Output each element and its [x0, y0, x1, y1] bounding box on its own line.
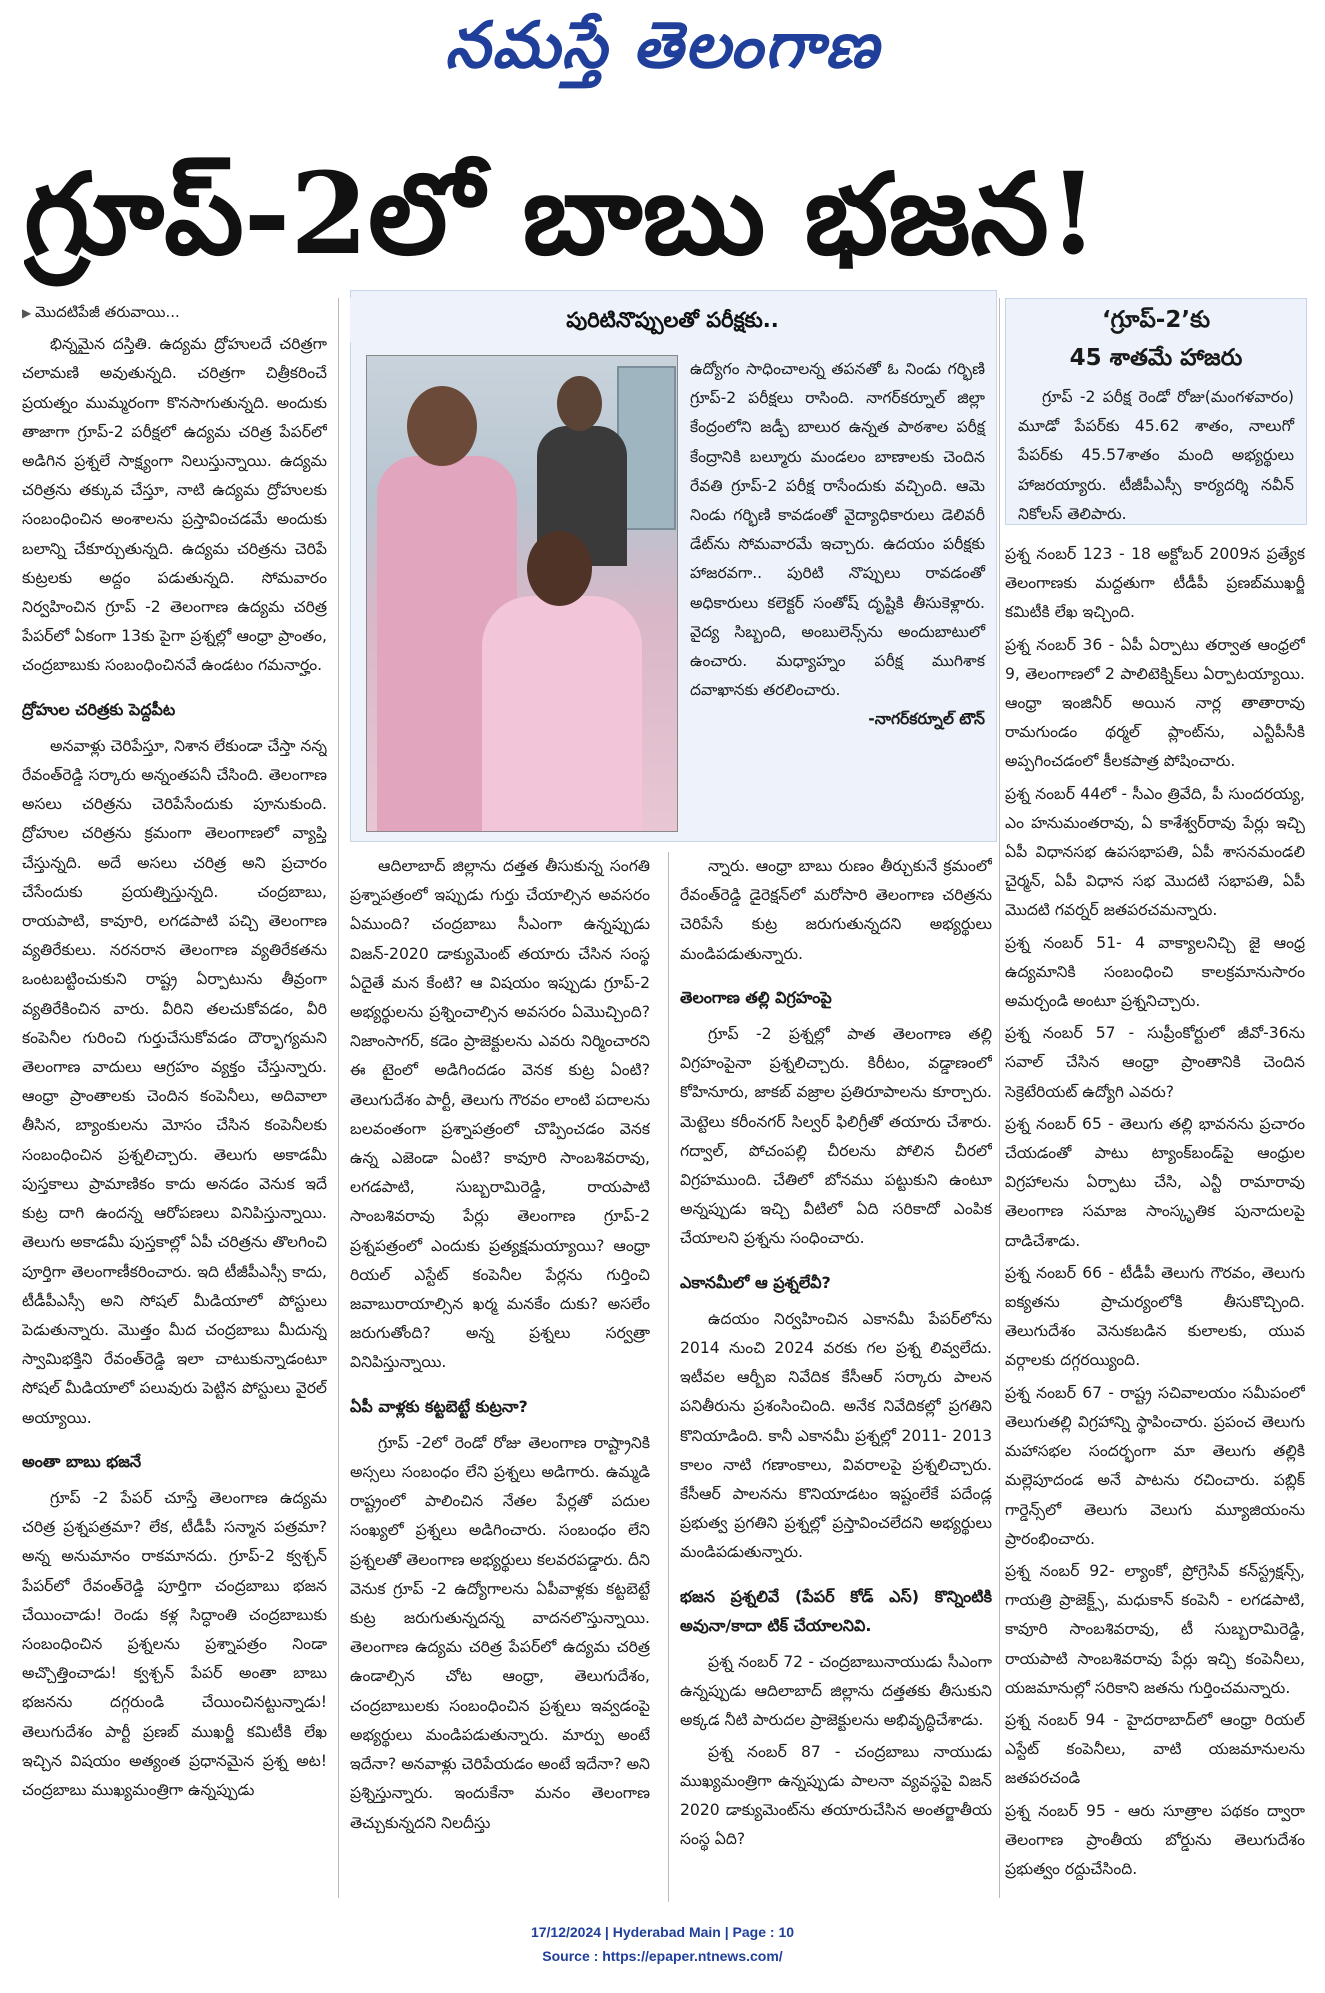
subheading: ఎకానమీలో ఆ ప్రశ్నలేవీ? [680, 1272, 831, 1292]
paragraph: న్నారు. ఆంధ్రా బాబు రుణం తీర్చుకునే క్రమంలో రేవంత్‌రెడ్డి డైరెక్షన్‌లో మరోసారి తెలంగాణ చరిత్రను చెరిపేసే కుట్ర జరుగుతున్నదని అభ్యర్థులు మండిపడుతున్నారు. [680, 857, 992, 963]
paragraph: ఆదిలాబాద్ జిల్లాను దత్తత తీసుకున్న సంగతి ప్రశ్నాపత్రంలో ఇప్పుడు గుర్తు చేయాల్సిన అవసరం ఏముంది? చంద్రబాబు సీఎంగా ఉన్నప్పుడు విజన్-2020 డాక్యుమెంట్ తయారు చేసిన సంస్థ ఏదైతే మన కేంటి? ఆ విషయం ఇప్పుడు గ్రూప్-2 అభ్యర్థులను ప్రశ్నించాల్సిన అవసరం ఏమొచ్చింది? నిజాంసాగర్, కడెం ప్రాజెక్టులను ఎవరు నిర్మించారని ఈ టైంలో అడిగిందడం వెనక కుట్ర ఏంటి? తెలుగుదేశం పార్టీ, తెలుగు గౌరవం లాంటి పదాలను బలవంతంగా ప్రశ్నాపత్రంలో చొప్పించడం వెనక ఉన్న ఎజెండా ఏంటి? కావూరి సాంబశివరావు, లగడపాటి, సుబ్బరామిరెడ్డి, రాయపాటి సాంబశివరావు పేర్లు తెలంగాణ గ్రూప్-2 ప్రశ్నపత్రంలో ఎందుకు ప్రత్యక్షమయ్యాయి? ఆంధ్రా రియల్ ఎస్టేట్ కంపెనీల పేర్లను గుర్తించి జవాబురాయాల్సిన ఖర్మ మనకేం దుకు? అసలేం జరుగుతోంది? అన్న ప్రశ్నలు సర్వత్రా వినిపిస్తున్నాయి. [350, 857, 650, 1372]
question-item: ప్రశ్న నంబర్ 57 - సుప్రీంకోర్టులో జీవో-36ను సవాల్ చేసిన ఆంధ్రా ప్రాంతానికి చెందిన సెక్రెటేరియట్ ఉద్యోగి ఎవరు? [1005, 1024, 1305, 1101]
attendance-text: గ్రూప్ -2 పరీక్ష రెండో రోజు(మంగళవారం) మూడో పేపర్‌కు 45.62 శాతం, నాలుగో పేపర్‌కు 45.57శాతం మంది అభ్యర్థులు హాజరయ్యారు. టీజీపీఎస్సీ కార్యదర్శి నవీన్ నికోలస్ తెలిపారు. [1018, 388, 1294, 523]
question-list-heading: భజన ప్రశ్నలివే (పేపర్ కోడ్ ఎస్) కొన్నింటికి అవునా/కాదా టిక్ చేయాలనివి. [680, 1586, 992, 1635]
question-item: ప్రశ్న నంబర్ 67 - రాష్ట్ర సచివాలయం సమీపంలో తెలుగుతల్లి విగ్రహాన్ని స్థాపించారు. ప్రపంచ తెలుగు మహాసభల సందర్భంగా మా తెలుగు తల్లికి మల్లెపూదండ అనే పాటను రచించారు. పబ్లిక్ గార్డెన్స్‌లో తెలుగు వెలుగు మ్యూజియంను ప్రారంభించారు. [1005, 1383, 1305, 1548]
attendance-title: ‘గ్రూప్-2’కు [1101, 307, 1211, 333]
attendance-subtitle: 45 శాతమే హాజరు [1069, 345, 1243, 371]
person-seated [527, 531, 592, 606]
question-item: ప్రశ్న నంబర్ 65 - తెలుగు తల్లి భావనను ప్రచారం చేయడంతో పాటు ట్యాంక్‌బండ్‌పై ఆంధ్రుల విగ్రహాలను ఏర్పాటు చేసి, ఎన్టీ రామారావు తెలంగాణ సమాజ సాంస్కృతిక పునాదులపై దాడిచేశాడు. [1005, 1114, 1305, 1250]
question-item: ప్రశ్న నంబర్ 36 - ఏపీ ఏర్పాటు తర్వాత ఆంధ్రలో 9, తెలంగాణలో 2 పాలిటెక్నిక్‌లు ఏర్పాటయ్యాయి. ఆంధ్రా ఇంజినీర్ అయిన నార్ల తాతారావు రామగుండం థర్మల్ ప్లాంట్‌ను, ఎన్టీపీసీకి అప్పగించడంలో కీలకపాత్ర పోషించారు. [1005, 635, 1305, 771]
person-standing [407, 386, 477, 466]
paragraph: అనవాళ్లు చెరిపేస్తూ, నిశాన లేకుండా చేస్తా నన్న రేవంత్‌రెడ్డి సర్కారు అన్నంతపనీ చేసింది. తెలంగాణ అసలు చరిత్రను చెరిపేసేందుకు పూనుకుంది. ద్రోహుల చరిత్రను క్రమంగా తెలంగాణలో వ్యాప్తి చేస్తున్నది. అదే అసలు చరిత్ర అని ప్రచారం చేసేందుకు ప్రయత్నిస్తున్నది. చంద్రబాబు, రాయపాటి, కావూరి, లగడపాటి పచ్చి తెలంగాణ వ్యతిరేకులు. నరనరాన తెలంగాణ వ్యతిరేకతను ఒంటబట్టించుకుని రాష్ట్ర ఏర్పాటును తీవ్రంగా వ్యతిరేకించిన వారు. వీరిని తలచుకోవడం, వీరి కంపెనీల గురించి గుర్తుచేసుకోవడం దౌర్భాగ్యమని తెలంగాణ వాదులు ఆగ్రహం వ్యక్తం చేస్తున్నారు. ఆంధ్రా ప్రాంతాలకు చెందిన కంపెనీలు, అదివాలా తీసిన, బ్యాంకులను మోసం చేసిన కంపెనీలకు సంబంధించిన ప్రశ్నలిచ్చారు. తెలుగు అకాడమీ పుస్తకాలు ప్రామాణికం కాదు అనడం వెనుక ఇదే కుట్ర దాగి ఉందన్న ఆరోపణలు వినిపిస్తున్నాయి. తెలుగు అకాడమీ పుస్తకాల్లో ఏపీ చరిత్రను తొలగించి పూర్తిగా తెలంగాణీకరించారు. ఇది టీజీపీఎస్సీ కాదు, టీడీపీఎస్సీ అని సోషల్ మీడియాలో పోస్టులు పెడుతున్నారు. మొత్తం మీద చంద్రబాబు మీదున్న స్వామిభక్తిని రేవంత్‌రెడ్డి ఇలా చాటుకున్నాడంటూ సోషల్ మీడియాలో పలువురు పెట్టిన పోస్టులు వైరల్ అయ్యాయి. [22, 736, 327, 1427]
paragraph: గ్రూప్ -2 ప్రశ్నల్లో పాత తెలంగాణ తల్లి విగ్రహంపైనా ప్రశ్నలిచ్చారు. కిరీటం, వడ్డాణంలో కోహినూరు, జాకబ్ వజ్రాల ప్రతిరూపాలను కూర్చారు. మెట్టెలు కరీంనగర్ సిల్వర్ ఫిలిగ్రీతో తయారు చేశారు. గద్వాల్, పోచంపల్లి చీరలను పోలిన చీరలో విగ్రహముంది. చేతిలో బోనము పట్టుకుని ఉంటూ అన్నప్పుడు ఇచ్చి వీటిలో ఏది సరికాదో ఎంపిక చేయాలని ప్రశ్నను సంధించారు. [680, 1025, 992, 1248]
paragraph: ఉద్యోగం సాధించాలన్న తపనతో ఓ నిండు గర్భిణి గ్రూప్-2 పరీక్షలు రాసింది. నాగర్‌కర్నూల్ జిల్లా కేంద్రంలోని జడ్పీ బాలుర ఉన్నత పాఠశాల పరీక్ష కేంద్రానికి బల్మూరు మండలం బాణాలకు చెందిన రేవతి గ్రూప్-2 పరీక్ష రాసేందుకు వచ్చింది. ఆమె నిండు గర్భిణి కావడంతో వైద్యాధికారులు డెలివరీ డేట్‌ను సోమవారమే ఇచ్చారు. ఉదయం పరీక్షకు హాజరవగా.. పురిటి నొప్పులు రావడంతో అధికారులు కలెక్టర్ సంతోష్ దృష్టికి తీసుకెళ్లారు. వైద్య సిబ్బంది, అంబులెన్స్‌ను అందుబాటులో ఉంచారు. మధ్యాహ్నం పరీక్ష ముగిశాక దవాఖానకు తరలించారు. [690, 360, 985, 700]
paragraph: ఉదయం నిర్వహించిన ఎకానమీ పేపర్‌లోను 2014 నుంచి 2024 వరకు గల ప్రశ్న లివ్వలేదు. ఇటీవల ఆర్బీఐ నివేదిక కేసీఆర్ సర్కారు పాలన పనితీరును ప్రశంసించింది. అనేక నివేదికల్లో ప్రగతిని కొనియాడింది. కానీ ఎకానమీ ప్రశ్నల్లో 2011- 2013 కాలం నాటి గణాంకాలు, వివరాలపై ప్రశ్నలిచ్చారు. కేసీఆర్ పాలనను కొనియాడటం ఇష్టంలేకే పదేండ్ల ప్రభుత్వ ప్రగతిని ప్రశ్నల్లో ప్రస్తావించలేదని అభ్యర్థులు మండిపడుతున్నారు. [680, 1309, 992, 1562]
main-headline: గ్రూప్-2లో బాబు భజన! [24, 149, 1098, 280]
question-item: ప్రశ్న నంబర్ 87 - చంద్రబాబు నాయుడు ముఖ్యమంత్రిగా ఉన్నప్పుడు పాలనా వ్యవస్థపై విజన్ 2020 డాక్యుమెంట్‌ను తయారుచేసిన అంతర్జాతీయ సంస్థ ఏది? [680, 1742, 992, 1849]
person-background [557, 376, 602, 431]
subheading: ఏపీ వాళ్లకు కట్టబెట్టే కుట్రనా? [350, 1396, 528, 1416]
edition-info: 17/12/2024 | Hyderabad Main | Page : 10 [530, 1924, 795, 1940]
page-footer [0, 1920, 1325, 1968]
question-item: ప్రశ్న నంబర్ 95 - ఆరు సూత్రాల పథకం ద్వారా తెలంగాణ ప్రాంతీయ బోర్డును తెలుగుదేశం ప్రభుత్వం రద్దుచేసింది. [1005, 1801, 1305, 1878]
dateline: -నాగర్‌కర్నూల్ టౌన్ [868, 710, 985, 729]
article-column-2 [350, 852, 650, 1902]
question-item: ప్రశ్న నంబర్ 44లో - సీఎం త్రివేది, పీ సుందరయ్య, ఎం హనుమంతరావు, ఏ కాశేశ్వర్‌రావు పేర్లు ఇచ్చి ఏపీ విధానసభ ఉపసభాపతి, ఏపీ శాసనమండలి చైర్మన్, ఏపీ విధాన సభ మొదటి సభాపతి, ఏపీ మొదటి గవర్నర్ జతపరచమన్నారు. [1005, 784, 1305, 920]
article-column-3 [680, 852, 992, 1902]
column-divider [668, 852, 669, 1902]
continued-marker: ▶ మొదటిపేజీ తరువాయి... [22, 298, 327, 328]
subheading: అంతా బాబు భజనే [22, 1451, 142, 1471]
masthead-logo: నమస్తే తెలంగాణ [444, 8, 881, 83]
source-link[interactable]: Source : https://epaper.ntnews.com/ [542, 1948, 783, 1964]
question-item: ప్రశ్న నంబర్ 51- 4 వాక్యాలనిచ్చి జై ఆంధ్ర ఉద్యమానికి సంబంధించి కాలక్రమానుసారం అమర్చండి అంటూ ప్రశ్ననిచ్చారు. [1005, 933, 1305, 1011]
column-divider [999, 298, 1000, 1898]
question-item: ప్రశ్న నంబర్ 123 - 18 అక్టోబర్ 2009న ప్రత్యేక తెలంగాణకు మద్దతుగా టీడీపీ ప్రణబ్‌ముఖర్జీ కమిటీకి లేఖ ఇచ్చింది. [1005, 545, 1305, 622]
paragraph: గ్రూప్ -2 పేపర్ చూస్తే తెలంగాణ ఉద్యమ చరిత్ర ప్రశ్నపత్రమా? లేక, టీడీపీ సన్మాన పత్రమా? అన్న అనుమానం రాకమానదు. గ్రూప్-2 క్వశ్చన్ పేపర్‌లో రేవంత్‌రెడ్డి పూర్తిగా చంద్రబాబు భజన చేయించాడు! రెండు కళ్ల సిద్ధాంతి చంద్రబాబుకు సంబంధించిన ప్రశ్నలను ప్రశ్నాపత్రం నిండా అచ్చొత్తించాడు! క్వశ్చన్ పేపర్ అంతా బాబు భజనను దగ్గరుండి చేయించినట్టున్నాడు! తెలుగుదేశం పార్టీ ప్రణబ్ ముఖర్జీ కమిటీకి లేఖ ఇచ్చిన విషయం అత్యంత ప్రధానమైన ప్రశ్న అట! చంద్రబాబు ముఖ్యమంత్రిగా ఉన్నప్పుడు [22, 1488, 327, 1799]
subheading: తెలంగాణ తల్లి విగ్రహంపై [680, 987, 832, 1007]
photo-story-text [690, 355, 985, 735]
question-item: ప్రశ్న నంబర్ 72 - చంద్రబాబునాయుడు సీఎంగా ఉన్నప్పుడు ఆదిలాబాద్ జిల్లాను దత్తతకు తీసుకుని అక్కడ నీటి పారుదల ప్రాజెక్టులను అభివృద్ధిచేశాడు. [680, 1653, 992, 1730]
news-photo [366, 355, 678, 832]
question-item: ప్రశ్న నంబర్ 66 - టీడీపీ తెలుగు గౌరవం, తెలుగు ఐక్యతను ప్రాచుర్యంలోకి తీసుకొచ్చింది. తెలుగుదేశం వెనుకబడిన కులాలకు, యువ వర్గాలకు దగ్గరయ్యింది. [1005, 1263, 1305, 1370]
question-list-column [1005, 540, 1305, 1910]
attendance-box [1005, 298, 1307, 525]
question-item: ప్రశ్న నంబర్ 94 - హైదరాబాద్‌లో ఆంధ్రా రియల్ ఎస్టేట్ కంపెనీలు, వాటి యజమానులను జతపరచండి [1005, 1710, 1305, 1788]
paragraph: భిన్నమైన దస్తితి. ఉద్యమ ద్రోహులదే చరిత్రగా చలామణి అవుతున్నది. చరిత్రగా చిత్రీకరించే ప్రయత్నం ముమ్మరంగా కొనసాగుతున్నది. అందుకు తాజాగా గ్రూప్-2 పరీక్షలో ఉద్యమ చరిత్ర పేపర్‌లో అడిగిన ప్రశ్నలే సాక్ష్యంగా నిలుస్తున్నాయి. ఉద్యమ చరిత్రను తక్కువ చేస్తూ, నాటి ఉద్యమ ద్రోహులకు సంబంధించిన అంశాలను ప్రస్తావించడమే అందుకు బలాన్ని చేకూర్చుతున్నది. ఉద్యమ చరిత్రను చెరిపే కుట్రలకు అద్దం పడుతున్నది. సోమవారం నిర్వహించిన గ్రూప్ -2 తెలంగాణ ఉద్యమ చరిత్ర పేపర్‌లో ఏకంగా 13కు పైగా ప్రశ్నల్లో ఆంధ్రా ప్రాంతం, చంద్రబాబుకు సంబంధించినవే ఉండటం గమనార్హం. [22, 335, 327, 675]
subheading: ద్రోహుల చరిత్రకు పెద్దపీట [22, 699, 176, 719]
photo-story-title: పురిటినొప్పులతో పరీక్షకు.. [350, 298, 995, 342]
article-column-1 [22, 298, 327, 1908]
column-divider [338, 298, 339, 1898]
question-item: ప్రశ్న నంబర్ 92- ల్యాంకో, ప్రోగ్రెసివ్ కన్‌స్ట్రక్షన్స్, గాయత్రి ప్రాజెక్ట్స్, మధుకాన్ కంపెనీ - లగడపాటి, కావూరి సాంబశివరావు, టీ సుబ్బరామిరెడ్డి, రాయపాటి సాంబశివరావు పేర్లు ఇచ్చి కంపెనీలు, యజమానుల్లో సరికాని జతను గుర్తించమన్నారు. [1005, 1561, 1305, 1697]
paragraph: గ్రూప్ -2లో రెండో రోజు తెలంగాణ రాష్ట్రానికి అస్సలు సంబంధం లేని ప్రశ్నలు అడిగారు. ఉమ్మడి రాష్ట్రంలో పాలించిన నేతల పేర్లతో పదుల సంఖ్యలో ప్రశ్నలు అడిగించారు. సంబంధం లేని ప్రశ్నలతో తెలంగాణ అభ్యర్థులు కలవరపడ్డారు. దీని వెనుక గ్రూప్ -2 ఉద్యోగాలను ఏపీవాళ్లకు కట్టబెట్టే కుట్ర జరుగుతున్నదన్న వాదనలొస్తున్నాయి. తెలంగాణ ఉద్యమ చరిత్ర పేపర్‌లో ఉద్యమ చరిత్ర ఉండాల్సిన చోట ఆంధ్రా, తెలుగుదేశం, చంద్రబాబులకు సంబంధించిన ప్రశ్నలు ఇవ్వడంపై అభ్యర్థులు మండిపడుతున్నారు. మార్పు అంటే ఇదేనా? అనవాళ్లు చెరిపేయడం అంటే ఇదేనా? అని ప్రశ్నిస్తున్నారు. ఇందుకేనా మనం తెలంగాణ తెచ్చుకున్నదని నిలదీస్తు [350, 1433, 650, 1832]
